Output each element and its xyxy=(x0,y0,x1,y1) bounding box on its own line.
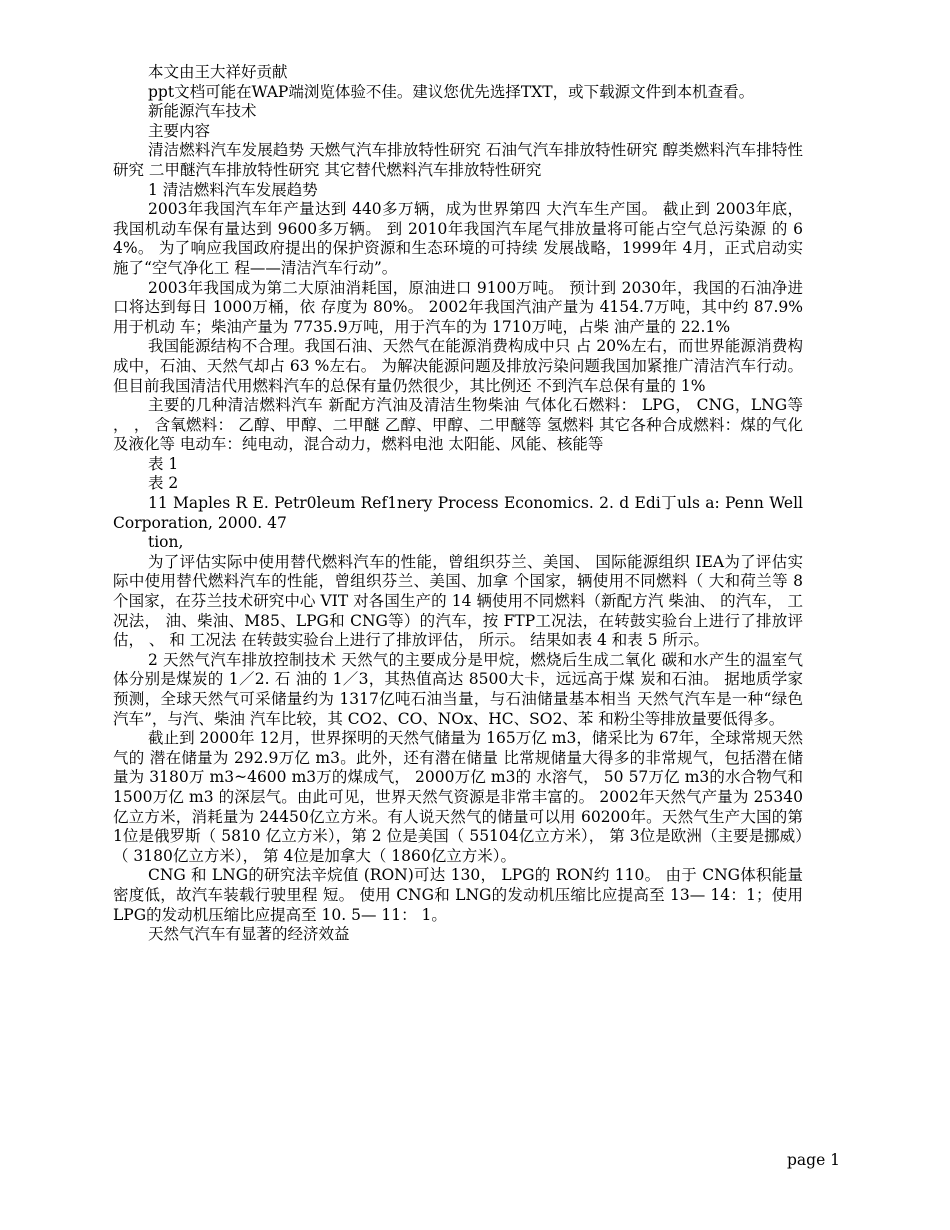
paragraph-economic-benefit: 天然气汽车有显著的经济效益 xyxy=(148,925,350,944)
document-title: 新能源汽车技术 xyxy=(148,102,257,121)
reference-entry: 11 Maples R E. Petr0leum Ref1nery Process Economics. 2. d Edi丁uls a: Penn Well Corporation, 2000. 47 xyxy=(113,494,803,532)
contents-list: 清洁燃料汽车发展趋势 天燃气汽车排放特性研究 石油气汽车排放特性研究 醇类燃料汽车排特性研究 二甲醚汽车排放特性研究 其它替代燃料汽车排放特性研究 xyxy=(113,141,803,179)
paragraph-energy-structure: 我国能源结构不合理。我国石油、天然气在能源消费构成中只 占 20%左右，而世界能源消费构成中，石油、天然气却占 63 %左右。 为解决能源问题及排放污染问题我国加紧推广清洁汽车行动。 但目前我国清洁代用燃料汽车的总保有量仍然很少，其比例还 不到汽车总保有量的 1% xyxy=(113,337,803,395)
contributor-line: 本文由王大祥好贡献 xyxy=(148,63,288,81)
paragraph-gas-reserves: 截止到 2000年 12月，世界探明的天然气储量为 165万亿 m3，储采比为 67年，全球常规天然气的 潜在储量为 292.9万亿 m3。此外，还有潜在储量 比常规储量大得多的非常规气，包括潜在储量为 3180万 m3~4600 m3万的煤成气， 2000万亿 m3的 水溶气， 50 57万亿 m3的水合物气和 1500万亿 m3 的深层气。由此可见，世界天然气资源是非常丰富的。 2002年天然气产量为 25340亿立方米，消耗量为 24450亿立方米。有人说天然气的储量可以用 60200年。天然气生产大国的第 1位是俄罗斯（ 5810 亿立方米），第 2 位是美国（ 55104亿立方米）， 第 3位是欧洲（主要是挪威）（ 3180亿立方米）， 第 4位是加拿大（ 1860亿立方米）。 xyxy=(113,729,803,865)
table-label-2: 表 2 xyxy=(148,474,179,493)
ppt-notice: ppt文档可能在WAP端浏览体验不佳。建议您优先选择TXT，或下载源文件到本机查看。 xyxy=(148,82,755,101)
paragraph-vehicle-production: 2003年我国汽车年产量达到 440多万辆，成为世界第四 大汽车生产国。 截止到 2003年底，我国机动车保有量达到 9600多万辆。 到 2010年我国汽车尾气排放量将可能占空气总污染源 的 64%。 为了响应我国政府提出的保护资源和生态环境的可持续 发展战略，1999年 4月，正式启动实施了“空气净化工 程——清洁汽车行动”。 xyxy=(113,200,803,277)
paragraph-oil-consumption: 2003年我国成为第二大原油消耗国，原油进口 9100万吨。 预计到 2030年，我国的石油净进口将达到每日 1000万桶，依 存度为 80%。 2002年我国汽油产量为 4154.7万吨，其中约 87.9%用于机动 车；柴油产量为 7735.9万吨，用于汽车的为 1710万吨，占柴 油产量的 22.1% xyxy=(113,278,803,336)
paragraph-cng-lng-octane: CNG 和 LNG的研究法辛烷值 (RON)可达 130， LPG的 RON约 110。 由于 CNG体积能量密度低，故汽车装载行驶里程 短。 使用 CNG和 LNG的发动机压缩比应提高至 13— 14：1；使用 LPG的发动机压缩比应提高至 10. 5— 11： 1。 xyxy=(113,866,803,924)
reference-continuation: tion, xyxy=(148,533,184,552)
section-heading-contents: 主要内容 xyxy=(148,121,211,140)
table-label-1: 表 1 xyxy=(148,454,179,473)
paragraph-iea-evaluation: 为了评估实际中使用替代燃料汽车的性能，曾组织芬兰、美国、 国际能源组织 IEA为了评估实际中使用替代燃料汽车的性能，曾组织芬兰、美国、加拿 个国家，辆使用不同燃料（ 大和荷兰等 8 个国家，在芬兰技术研究中心 VIT 对各国生产的 14 辆使用不同燃料（新配方汽 柴油、 的汽车， 工况法， 油、柴油、M85、LPG和 CNG等）的汽车，按 FTP工况法，在转鼓实验台上进行了排放评估， 、 和 工况法 在转鼓实验台上进行了排放评估， 所示。 结果如表 4 和表 5 所示。 xyxy=(113,552,803,650)
section-heading-trend: 1 清洁燃料汽车发展趋势 xyxy=(148,180,318,199)
document-body xyxy=(113,63,803,945)
paragraph-natural-gas-emission: 2 天然气汽车排放控制技术 天然气的主要成分是甲烷，燃烧后生成二氧化 碳和水产生的温室气体分别是煤炭的 1／2. 石 油的 1／3，其热值高达 8500大卡，远远高于煤 炭和石油。 据地质学家预测，全球天然气可采储量约为 1317亿吨石油当量，与石油储量基本相当 天然气汽车是一种“绿色汽车”，与汽、柴油 汽车比较，其 CO2、CO、NOx、HC、SO2、苯 和粉尘等排放量要低得多。 xyxy=(113,650,803,728)
paragraph-clean-fuel-types: 主要的几种清洁燃料汽车 新配方汽油及清洁生物柴油 气体化石燃料： LPG， CNG，LNG等 ， ， 含氧燃料： 乙醇、甲醇、二甲醚 乙醇、甲醇、二甲醚等 氢燃料 其它各种合成燃料：煤的气化及液化等 电动车：纯电动，混合动力，燃料电池 太阳能、风能、核能等 xyxy=(113,396,803,454)
page-number: page 1 xyxy=(787,1151,841,1169)
